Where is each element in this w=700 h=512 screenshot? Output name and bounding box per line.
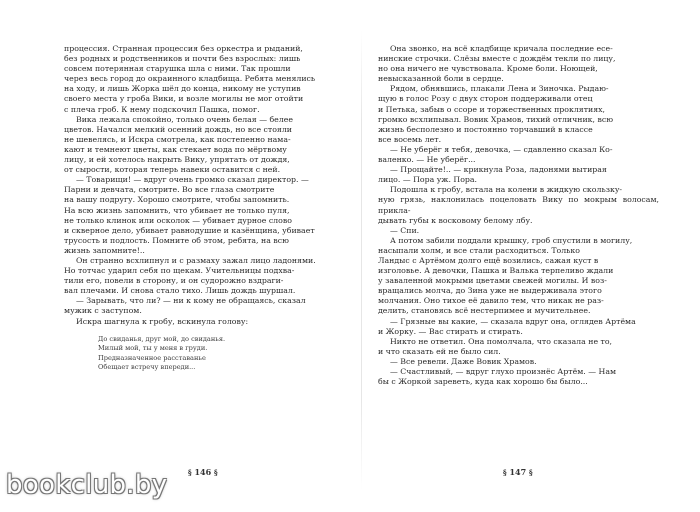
paragraph xyxy=(64,175,347,256)
right-page xyxy=(378,44,659,480)
text-line: щую в голос Розу с двух сторон поддерживали отец xyxy=(378,94,593,104)
text-line: кают и темнеют цветы, как стекает вода по мёртвому xyxy=(64,144,287,154)
text-line: через весь город до окраинного кладбища. Ребята менялись xyxy=(64,74,316,84)
paragraph xyxy=(378,145,659,165)
text-line: молчания. Оно тихое её давило тем, что никак не раз- xyxy=(378,296,604,306)
right-page-number xyxy=(503,467,533,477)
text-line: ную грязь, наклонилась поцеловать Вику по мокрым волосам, прикла- xyxy=(378,195,659,215)
folio-ornament-icon: § xyxy=(188,468,192,477)
text-line: без родных и родственников и почти без взрослых: лишь xyxy=(64,54,301,64)
text-line: валенко. — Не уберёг... xyxy=(378,155,476,165)
poem-line: До свиданья, друг мой, до свиданья. xyxy=(98,334,226,343)
text-line: Рядом, обнявшись, плакали Лена и Зиночка. Рыдаю- xyxy=(390,84,609,94)
text-line: совсем потерянная старушка шла с ними. Так прошли xyxy=(64,64,291,74)
paragraph xyxy=(378,185,659,225)
text-line: изголовье. А девочки, Пашка и Валька терпеливо ждали xyxy=(378,266,614,276)
text-line: от сырости, которая теперь навеки оставится с ней. xyxy=(64,165,281,175)
text-line: мужик с заступом. xyxy=(64,306,142,316)
text-line: Искра шагнула к гробу, вскинула голову: xyxy=(76,316,249,326)
text-line: на вашу подругу. Хорошо смотрите, чтобы запомнить. xyxy=(64,195,290,205)
paragraph xyxy=(64,296,347,316)
text-line: Никто не ответил. Она помолчала, что сказала не то, xyxy=(390,336,613,346)
text-line: тили его, повели в сторону, и он судорожно вздраги- xyxy=(64,276,284,286)
text-line: Парни и девчата, смотрите. Во все глаза смотрите xyxy=(64,185,275,195)
paragraph xyxy=(64,115,347,176)
paragraph xyxy=(378,357,659,367)
paragraph xyxy=(378,226,659,236)
folio-ornament-icon: § xyxy=(213,468,218,477)
left-page-number-text: 146 xyxy=(194,467,212,477)
folio-ornament-icon: § xyxy=(503,468,507,477)
text-line: лицу, и ей хотелось накрыть Вику, упрятать от дождя, xyxy=(64,155,290,165)
text-line: насыпали холм, и все стали расходиться. Только xyxy=(378,245,580,255)
text-line: — Не уберёг я тебя, девочка, — сдавленно сказал Ко- xyxy=(390,144,613,154)
watermark-logo: bookclub.by xyxy=(6,470,168,500)
text-line: — Зарывать, что ли? — ни к кому не обращаясь, сказал xyxy=(76,296,306,306)
folio-ornament-icon: § xyxy=(528,468,533,477)
text-line: вращались молча, до Зина уже не выдерживала этого xyxy=(378,286,602,296)
text-line: — Грязные вы какие, — сказала вдруг она, оглядев Артёма xyxy=(390,316,636,326)
text-line: нинские строчки. Слёзы вместе с дождём текли по лицу, xyxy=(378,54,616,64)
text-line: жизнь запомните!.. xyxy=(64,245,145,255)
text-line: и Петька, забыв о ссоре и торжественных проклятиях, xyxy=(378,104,606,114)
text-line: — Все ревели. Даже Вовик Храмов. xyxy=(390,356,537,366)
text-line: — Товарищи! — вдруг очень громко сказал директор. — xyxy=(76,175,309,185)
text-line: на ходу, и лишь Жорка шёл до конца, никому не уступив xyxy=(64,84,301,94)
text-line: цветов. Начался мелкий осенний дождь, но все стояли xyxy=(64,124,292,134)
paragraph xyxy=(378,317,659,337)
left-page xyxy=(64,44,347,480)
left-page-number xyxy=(188,467,218,477)
text-line: невысказанной боли в сердце. xyxy=(378,74,504,84)
text-line: процессия. Странная процессия без оркестра и рыданий, xyxy=(64,44,303,53)
text-line: лицо. — Пора уж. Пора. xyxy=(378,175,478,185)
text-line: Ландыс с Артёмом долго ещё возились, сажая куст в xyxy=(378,255,599,265)
paragraph xyxy=(64,317,347,327)
text-line: На всю жизнь запомнить, что убивает не только пуля, xyxy=(64,205,290,215)
text-line: — Счастливый, — вдруг глухо произнёс Артём. — Нам xyxy=(390,367,617,376)
paragraph xyxy=(64,44,347,115)
right-page-number-text: 147 xyxy=(509,467,527,477)
paragraph xyxy=(378,367,659,387)
poem-stanza xyxy=(98,335,347,373)
text-line: Вика лежала спокойно, только очень белая — белее xyxy=(76,114,293,124)
text-line: Он странно всхлипнул и с размаху зажал лицо ладонями. xyxy=(76,255,316,265)
text-line: своего места у гроба Вики, и возле могилы не мог отойти xyxy=(64,94,304,104)
text-line: с плеча гроб. К нему подскочил Пашка, помог. xyxy=(64,104,260,114)
text-line: не только клинок или осколок — убивает дурное слово xyxy=(64,215,292,225)
text-line: все восемь лет. xyxy=(378,134,442,144)
text-line: и Жорку. — Вас стирать и стирать. xyxy=(378,326,523,336)
text-line: но она ничего не чувствовала. Кроме боли. Ноющей, xyxy=(378,64,598,74)
text-line: и что сказать ей не было сил. xyxy=(378,346,501,356)
paragraph xyxy=(378,337,659,357)
text-line: А потом забили поддали крышку, гроб спустили в могилу, xyxy=(390,235,633,245)
paragraph xyxy=(378,44,659,84)
text-line: — Прощайте!.. — крикнула Роза, ладонями вытирая xyxy=(390,165,607,175)
text-line: дывать губы к восковому белому лбу. xyxy=(378,215,533,225)
text-line: Она звонко, на всё кладбище кричала последние есе- xyxy=(390,44,613,53)
poem-line: Милый мой, ты у меня в груди. xyxy=(98,344,208,353)
text-line: трусость и подлость. Помните об этом, ребята, на всю xyxy=(64,235,289,245)
text-line: не шевелясь, и Искра смотрела, как постепенно нама- xyxy=(64,134,291,144)
text-line: жизнь бесполезно и постоянно торчавший в классе xyxy=(378,124,593,134)
text-line: и скверное дело, убивает равнодушие и казёнщина, убивает xyxy=(64,225,315,235)
paragraph xyxy=(378,236,659,317)
poem-line: Предназначенное расставанье xyxy=(98,353,206,362)
poem-line: Обещает встречу впереди... xyxy=(98,363,196,372)
paragraph xyxy=(64,256,347,296)
text-line: громко всхлипывал. Вовик Храмов, тихий отличник, всю xyxy=(378,114,614,124)
text-line: Но тотчас ударил себя по щекам. Учительницы подхва- xyxy=(64,266,295,276)
paragraph xyxy=(378,84,659,145)
paragraph xyxy=(378,165,659,185)
text-line: вал плечами. И снова стало тихо. Лишь дождь шуршал. xyxy=(64,286,296,296)
text-line: у заваленной мокрыми цветами свежей могилы. И воз- xyxy=(378,276,607,286)
book-gutter xyxy=(361,30,362,490)
text-line: бы с Жоркой зареветь, куда как хорошо бы было... xyxy=(378,377,588,387)
text-line: Подошла к гробу, встала на колени в жидкую скользку- xyxy=(390,185,623,195)
text-line: делить, становясь всё нестерпимее и мучительнее. xyxy=(378,306,591,316)
text-line: — Спи. xyxy=(390,225,420,235)
